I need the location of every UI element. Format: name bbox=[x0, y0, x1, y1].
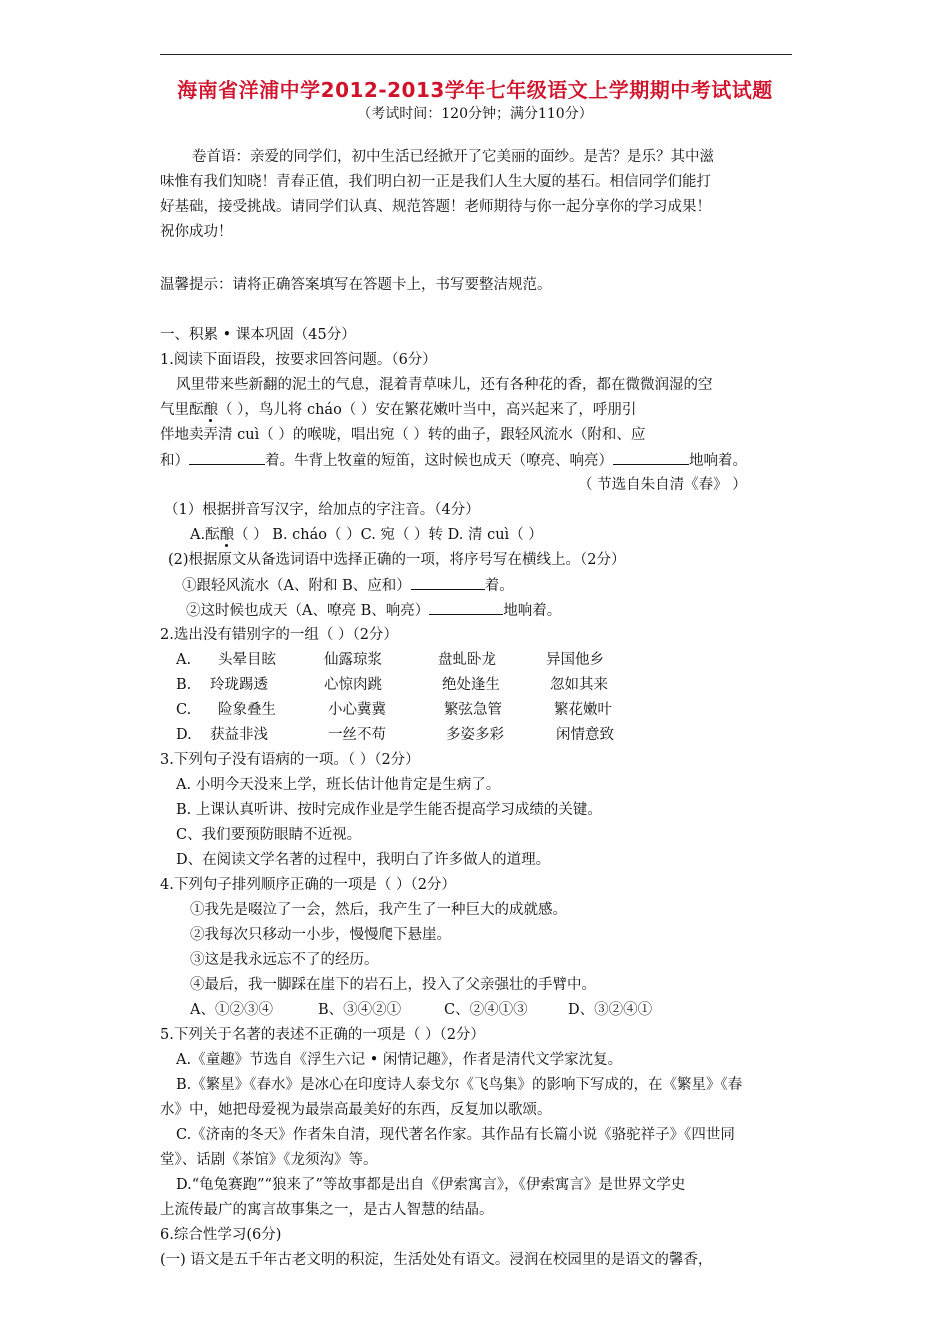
question-5-stem: 5.下列关于名著的表述不正确的一项是（ ）（2分） bbox=[160, 1027, 485, 1043]
preface-line: 祝你成功！ bbox=[160, 224, 233, 240]
passage-text: 地响着。 bbox=[689, 453, 747, 469]
passage-text: 着。牛背上牧童的短笛，这时候也成天（嘹亮、响亮） bbox=[265, 453, 613, 469]
option-text: ②这时候也成天（A、嘹亮 B、响亮） bbox=[186, 603, 430, 619]
option-word: 闲情意致 bbox=[556, 727, 614, 743]
option-word: 险象叠生 bbox=[218, 702, 276, 718]
question-6-stem: 6.综合性学习(6分) bbox=[160, 1227, 282, 1243]
option-word: 一丝不苟 bbox=[328, 727, 386, 743]
passage-text: （ ），鸟儿将 cháo（ ）安在繁花嫩叶当中，高兴起来了，呼朋引 bbox=[218, 402, 637, 418]
question-2-stem: 2.选出没有错别字的一组（ ）（2分） bbox=[160, 627, 398, 643]
option-letter: B. bbox=[176, 677, 192, 693]
answer-blank[interactable] bbox=[613, 448, 689, 465]
preface-line: 味惟有我们知晓！青春正值，我们明白初一正是我们人生大厦的基石。相信同学们能打 bbox=[160, 174, 711, 190]
preface-line: 好基础，接受挑战。请同学们认真、规范答题！老师期待与你一起分享你的学习成果！ bbox=[160, 199, 711, 215]
question-1-stem: 1.阅读下面语段，按要求回答问题。（6分） bbox=[160, 352, 437, 368]
option-text: ①跟轻风流水（A、附和 B、应和） bbox=[182, 578, 411, 594]
q4-sentence: ②我每次只移动一小步，慢慢爬下悬崖。 bbox=[190, 927, 451, 943]
passage-line bbox=[160, 448, 794, 473]
dotted-char: 酿 bbox=[219, 527, 235, 543]
option-word: 繁弦急管 bbox=[444, 702, 502, 718]
source-line bbox=[160, 473, 794, 498]
option-text: 地响着。 bbox=[503, 603, 562, 619]
q2-option-row bbox=[160, 698, 794, 723]
option-word: 忽如其来 bbox=[550, 677, 608, 693]
option-text: C、②④①③ bbox=[444, 1002, 528, 1018]
option-text: A.酝 bbox=[190, 527, 220, 543]
tip-text: 温馨提示：请将正确答案填写在答题卡上，书写要整洁规范。 bbox=[160, 277, 552, 293]
source-note: （ 节选自朱自清《春》 ） bbox=[578, 477, 747, 493]
section-heading: 一、积累 • 课本巩固（45分） bbox=[160, 327, 356, 343]
passage-line bbox=[160, 398, 794, 423]
q3-option: C、我们要预防眼睛不近视。 bbox=[176, 827, 362, 843]
q4-sentence: ④最后，我一脚踩在崖下的岩石上，投入了父亲强壮的手臂中。 bbox=[190, 977, 596, 993]
q5-line: A.《童趣》节选自《浮生六记 • 闲情记趣》，作者是清代文学家沈复。 bbox=[176, 1052, 623, 1068]
sub-question-1-options bbox=[160, 523, 794, 548]
question-3-stem: 3.下列句子没有语病的一项。（ ）（2分） bbox=[160, 752, 420, 768]
q3-option: B. 上课认真听讲、按时完成作业是学生能否提高学习成绩的关键。 bbox=[176, 802, 602, 818]
passage-text: 伴地卖弄清 cuì（ ）的喉咙，唱出宛 bbox=[160, 427, 395, 443]
option-text: A、①②③④ bbox=[190, 1002, 273, 1018]
sub-question-2-a bbox=[160, 573, 794, 598]
preface bbox=[160, 145, 794, 245]
q5-line: D.“龟兔赛跑”“狼来了”等故事都是出自《伊索寓言》，《伊索寓言》是世界文学史 bbox=[176, 1177, 686, 1193]
option-word: 盘虬卧龙 bbox=[438, 652, 496, 668]
option-text: 着。 bbox=[484, 578, 514, 594]
q2-option-row bbox=[160, 723, 794, 748]
sub-question-2: (2)根据原文从备选词语中选择正确的一项，将序号写在横线上。（2分） bbox=[168, 552, 626, 568]
option-text: （ ）转 D. 清 cuì（ ） bbox=[394, 527, 543, 543]
preface-line: 卷首语：亲爱的同学们，初中生活已经掀开了它美丽的面纱。是苦？是乐？其中滋 bbox=[192, 149, 714, 165]
header-rule bbox=[160, 54, 792, 55]
q3-option: D、在阅读文学名著的过程中，我明白了许多做人的道理。 bbox=[176, 852, 551, 868]
option-word: 心惊肉跳 bbox=[324, 677, 382, 693]
option-word: 玲珑踢透 bbox=[210, 677, 268, 693]
q4-sentence: ③这是我永远忘不了的经历。 bbox=[190, 952, 379, 968]
passage-text: 气里酝 bbox=[160, 402, 204, 418]
q5-line: 水》中，她把母爱视为最崇高最美好的东西，反复加以歌颂。 bbox=[160, 1102, 552, 1118]
passage-line bbox=[160, 423, 794, 448]
option-word: 仙露琼浆 bbox=[324, 652, 382, 668]
option-letter: C. bbox=[176, 702, 192, 718]
q6-line: (一) 语文是五千年古老文明的积淀，生活处处有语文。浸润在校园里的是语文的馨香， bbox=[160, 1252, 713, 1268]
q5-line: C.《济南的冬天》作者朱自清，现代著名作家。其作品有长篇小说《骆驼祥子》《四世同 bbox=[176, 1127, 735, 1143]
passage-line: 风里带来些新翻的泥土的气息，混着青草味儿，还有各种花的香，都在微微润湿的空 bbox=[176, 377, 713, 393]
option-letter: D. bbox=[176, 727, 192, 743]
answer-blank[interactable] bbox=[411, 573, 485, 590]
sub-question-1: （1）根据拼音写汉字，给加点的字注音。（4分） bbox=[164, 502, 480, 518]
option-word: 异国他乡 bbox=[546, 652, 604, 668]
option-text: （ ） B. cháo（ ）C. 宛 bbox=[234, 527, 395, 543]
answer-blank[interactable] bbox=[429, 598, 503, 615]
option-word: 多姿多彩 bbox=[446, 727, 504, 743]
q4-sentence: ①我先是啜泣了一会，然后，我产生了一种巨大的成就感。 bbox=[190, 902, 567, 918]
q3-option: A. 小明今天没来上学，班长估计他肯定是生病了。 bbox=[176, 777, 501, 793]
q5-line: 堂》、话剧《茶馆》《龙须沟》等。 bbox=[160, 1152, 378, 1168]
dotted-char: 酿 bbox=[203, 402, 218, 418]
passage-text: （ ）转的曲子，跟轻风流水（附和、应 bbox=[394, 427, 646, 443]
section-1 bbox=[160, 323, 794, 1273]
option-text: D、③②④① bbox=[568, 1002, 653, 1018]
passage-text: 和） bbox=[160, 453, 189, 469]
option-word: 头晕目眩 bbox=[218, 652, 276, 668]
question-4-stem: 4.下列句子排列顺序正确的一项是（ ）（2分） bbox=[160, 877, 456, 893]
option-text: B、③④②① bbox=[318, 1002, 402, 1018]
page-title: 海南省洋浦中学2012-2013学年七年级语文上学期期中考试试题 bbox=[177, 78, 773, 102]
q2-option-row bbox=[160, 673, 794, 698]
option-letter: A. bbox=[176, 652, 192, 668]
exam-info: （考试时间：120分钟；满分110分） bbox=[357, 106, 593, 122]
tip bbox=[160, 273, 794, 298]
option-word: 小心冀冀 bbox=[328, 702, 386, 718]
sub-question-2-b bbox=[160, 598, 794, 623]
option-word: 绝处逢生 bbox=[442, 677, 500, 693]
q5-line: 上流传最广的寓言故事集之一，是古人智慧的结晶。 bbox=[160, 1202, 494, 1218]
option-word: 获益非浅 bbox=[210, 727, 268, 743]
answer-blank[interactable] bbox=[189, 448, 265, 465]
option-word: 繁花嫩叶 bbox=[554, 702, 612, 718]
q4-options bbox=[160, 998, 794, 1023]
q2-option-row bbox=[160, 648, 794, 673]
q5-line: B.《繁星》《春水》是冰心在印度诗人泰戈尔《飞鸟集》的影响下写成的，在《繁星》《春 bbox=[176, 1077, 743, 1093]
